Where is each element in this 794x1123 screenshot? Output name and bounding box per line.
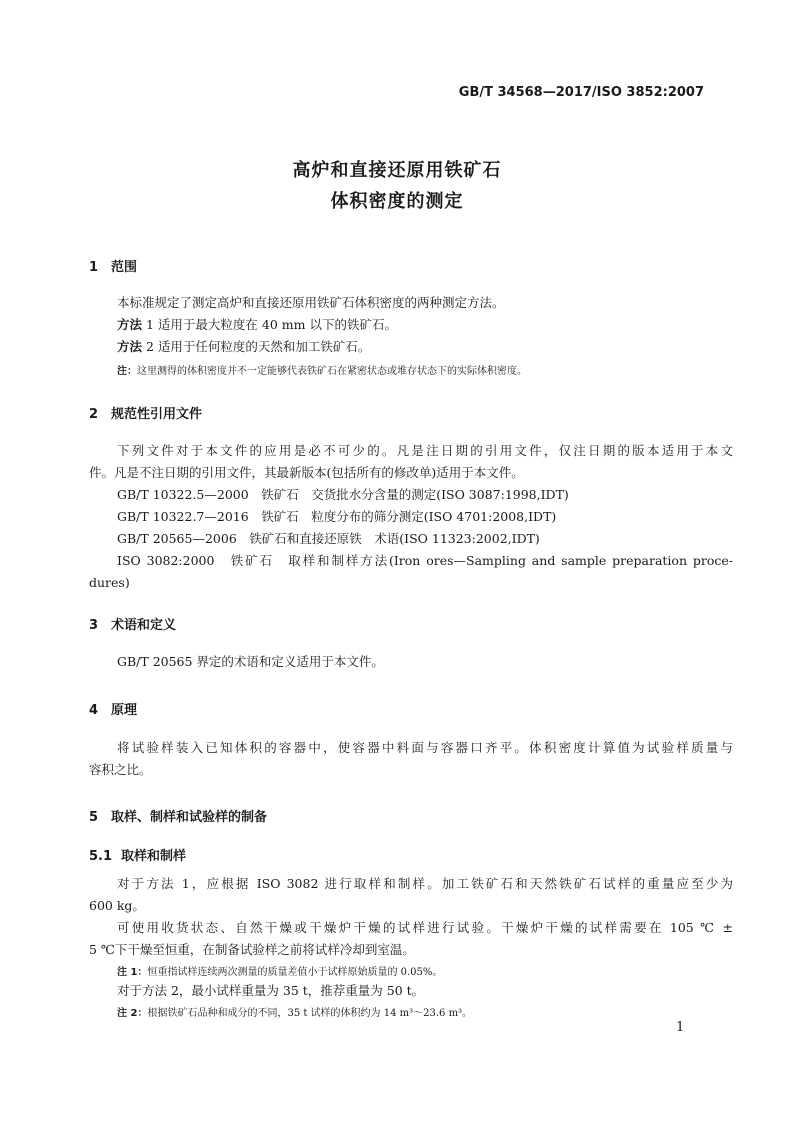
subsection-5-1-heading — [89, 845, 186, 864]
section-title: 术语和定义 — [111, 618, 177, 633]
note-label: 注 1： — [117, 967, 148, 978]
section-4-heading — [89, 699, 137, 718]
paragraph: 600 kg。 — [89, 898, 145, 913]
section-5-heading — [89, 806, 267, 825]
note-text: 这里测得的体积密度并不一定能够代表铁矿石在紧密状态或堆存状态下的实际体积密度。 — [137, 366, 527, 377]
standard-code: GB/T 34568—2017/ISO 3852:2007 — [458, 85, 704, 100]
reference-item: ISO 3082:2000 铁矿石 取样和制样方法(Iron ores—Sampling and sample preparation proce- — [117, 553, 733, 568]
section-title: 规范性引用文件 — [111, 407, 203, 422]
note-label: 注 2： — [117, 1008, 148, 1019]
paragraph: 对于方法 1，应根据 ISO 3082 进行取样和制样。加工铁矿石和天然铁矿石试样的重量应至少为 — [117, 876, 733, 891]
document-subtitle: 体积密度的测定 — [330, 191, 464, 212]
method-label: 方法 — [117, 317, 143, 332]
paragraph: GB/T 20565 界定的术语和定义适用于本文件。 — [117, 654, 384, 669]
section-number: 4 — [89, 703, 99, 718]
note — [117, 362, 527, 377]
note-label: 注： — [117, 366, 137, 377]
section-title: 取样、制样和试验样的制备 — [111, 810, 268, 825]
paragraph: 本标准规定了测定高炉和直接还原用铁矿石体积密度的两种测定方法。 — [117, 295, 505, 310]
paragraph: 下列文件对于本文件的应用是必不可少的。凡是注日期的引用文件，仅注日期的版本适用于本文 — [117, 443, 733, 458]
reference-item: GB/T 10322.7—2016 铁矿石 粒度分布的筛分测定(ISO 4701:2008,IDT) — [117, 509, 557, 524]
reference-item-continued: dures) — [89, 575, 130, 590]
section-1-heading — [89, 256, 137, 275]
note — [117, 963, 442, 978]
method-1-line — [89, 314, 733, 336]
paragraph: 对于方法 2，最小试样重量为 35 t，推荐重量为 50 t。 — [117, 983, 425, 998]
method-label: 方法 — [117, 339, 143, 354]
method-2-line — [89, 336, 733, 358]
section-title: 原理 — [111, 703, 138, 718]
paragraph: 可使用收货状态、自然干燥或干燥炉干燥的试样进行试验。干燥炉干燥的试样需要在 105 ℃ ± — [117, 920, 733, 935]
reference-item: GB/T 10322.5—2000 铁矿石 交货批水分含量的测定(ISO 3087:1998,IDT) — [117, 487, 569, 502]
paragraph: 将试验样装入已知体积的容器中，使容器中料面与容器口齐平。体积密度计算值为试验样质量与 — [117, 740, 733, 755]
subsection-title: 取样和制样 — [121, 849, 187, 864]
section-number: 3 — [89, 618, 99, 633]
note-text: 恒重指试样连续两次测量的质量差值小于试样原始质量的 0.05%。 — [147, 967, 443, 978]
document-title: 高炉和直接还原用铁矿石 — [292, 160, 502, 181]
section-number: 5 — [89, 810, 99, 825]
section-2-heading — [89, 403, 202, 422]
method-text: 1 适用于最大粒度在 40 mm 以下的铁矿石。 — [142, 317, 397, 332]
paragraph: 容积之比。 — [89, 762, 152, 777]
note-text: 根据铁矿石品种和成分的不同，35 t 试样的体积约为 14 m³～23.6 m³。 — [147, 1008, 473, 1019]
subsection-number: 5.1 — [89, 849, 113, 864]
paragraph: 件。凡是不注日期的引用文件，其最新版本(包括所有的修改单)适用于本文件。 — [89, 465, 524, 480]
reference-item: GB/T 20565—2006 铁矿石和直接还原铁 术语(ISO 11323:2002,IDT) — [117, 531, 540, 546]
paragraph: 5 ℃下干燥至恒重，在制备试验样之前将试样冷却到室温。 — [89, 942, 415, 957]
section-number: 2 — [89, 407, 99, 422]
page-number: 1 — [676, 1020, 685, 1035]
note — [117, 1004, 472, 1019]
method-text: 2 适用于任何粒度的天然和加工铁矿石。 — [142, 339, 371, 354]
section-number: 1 — [89, 260, 99, 275]
section-3-heading — [89, 614, 176, 633]
section-title: 范围 — [111, 260, 138, 275]
